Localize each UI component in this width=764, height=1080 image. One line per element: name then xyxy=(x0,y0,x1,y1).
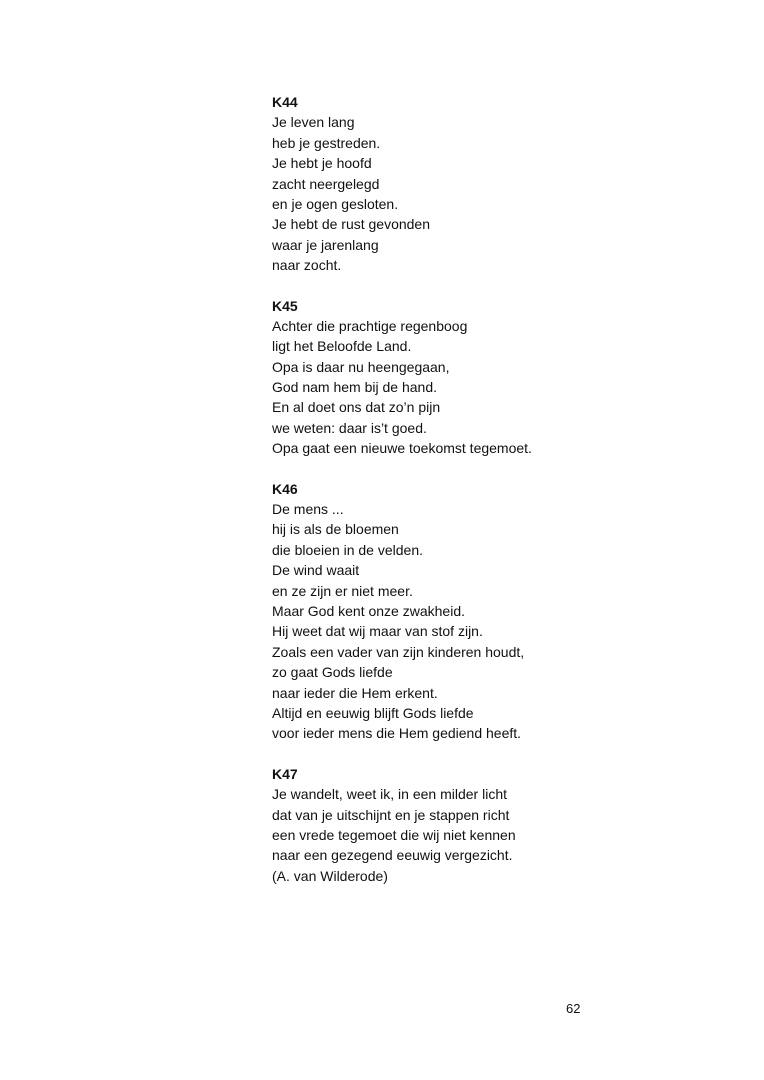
poem-code: K45 xyxy=(272,297,298,314)
poem-code: K47 xyxy=(272,765,298,782)
poem-line: naar zocht. xyxy=(272,257,342,274)
poem-line: Opa is daar nu heengegaan, xyxy=(272,358,450,375)
poem-line: hij is als de bloemen xyxy=(272,521,399,538)
poem-line: Achter die prachtige regenboog xyxy=(272,317,468,334)
poem-line: Opa gaat een nieuwe toekomst tegemoet. xyxy=(272,440,532,457)
poem-line: ligt het Beloofde Land. xyxy=(272,338,412,355)
poem-collection xyxy=(272,92,712,906)
poem-line: Maar God kent onze zwakheid. xyxy=(272,602,465,619)
poem-line: Je hebt je hoofd xyxy=(272,155,372,172)
poem-line: dat van je uitschijnt en je stappen richt xyxy=(272,806,510,823)
poem-line: we weten: daar is’t goed. xyxy=(272,419,427,436)
poem-line: naar een gezegend eeuwig vergezicht. xyxy=(272,847,513,864)
poem-section xyxy=(272,479,712,744)
poem-line: Hij weet dat wij maar van stof zijn. xyxy=(272,623,483,640)
poem-line: een vrede tegemoet die wij niet kennen xyxy=(272,826,516,843)
poem-line: Je hebt de rust gevonden xyxy=(272,216,431,233)
poem-line: Zoals een vader van zijn kinderen houdt, xyxy=(272,643,525,660)
poem-line: God nam hem bij de hand. xyxy=(272,379,437,396)
poem-line: voor ieder mens die Hem gediend heeft. xyxy=(272,725,522,742)
poem-code: K44 xyxy=(272,94,298,110)
poem-section xyxy=(272,764,712,886)
poem-code: K46 xyxy=(272,480,298,497)
poem-line: Altijd en eeuwig blijft Gods liefde xyxy=(272,704,474,721)
poem-line: die bloeien in de velden. xyxy=(272,541,424,558)
poem-line: waar je jarenlang xyxy=(272,236,379,253)
page-number: 62 xyxy=(566,1001,581,1016)
poem-line: En al doet ons dat zo’n pijn xyxy=(272,399,441,416)
poem-line: zacht neergelegd xyxy=(272,175,380,192)
poem-line: naar ieder die Hem erkent. xyxy=(272,684,438,701)
poem-section xyxy=(272,92,712,276)
poem-line: en ze zijn er niet meer. xyxy=(272,582,413,599)
poem-line: en je ogen gesloten. xyxy=(272,195,399,212)
poem-line: Je leven lang xyxy=(272,114,355,131)
poem-line: De wind waait xyxy=(272,562,360,579)
poem-section xyxy=(272,296,712,459)
poem-line: (A. van Wilderode) xyxy=(272,867,388,884)
poem-line: heb je gestreden. xyxy=(272,134,381,151)
poem-line: zo gaat Gods liefde xyxy=(272,664,393,681)
poem-line: De mens ... xyxy=(272,501,344,518)
poem-line: Je wandelt, weet ik, in een milder licht xyxy=(272,786,507,803)
